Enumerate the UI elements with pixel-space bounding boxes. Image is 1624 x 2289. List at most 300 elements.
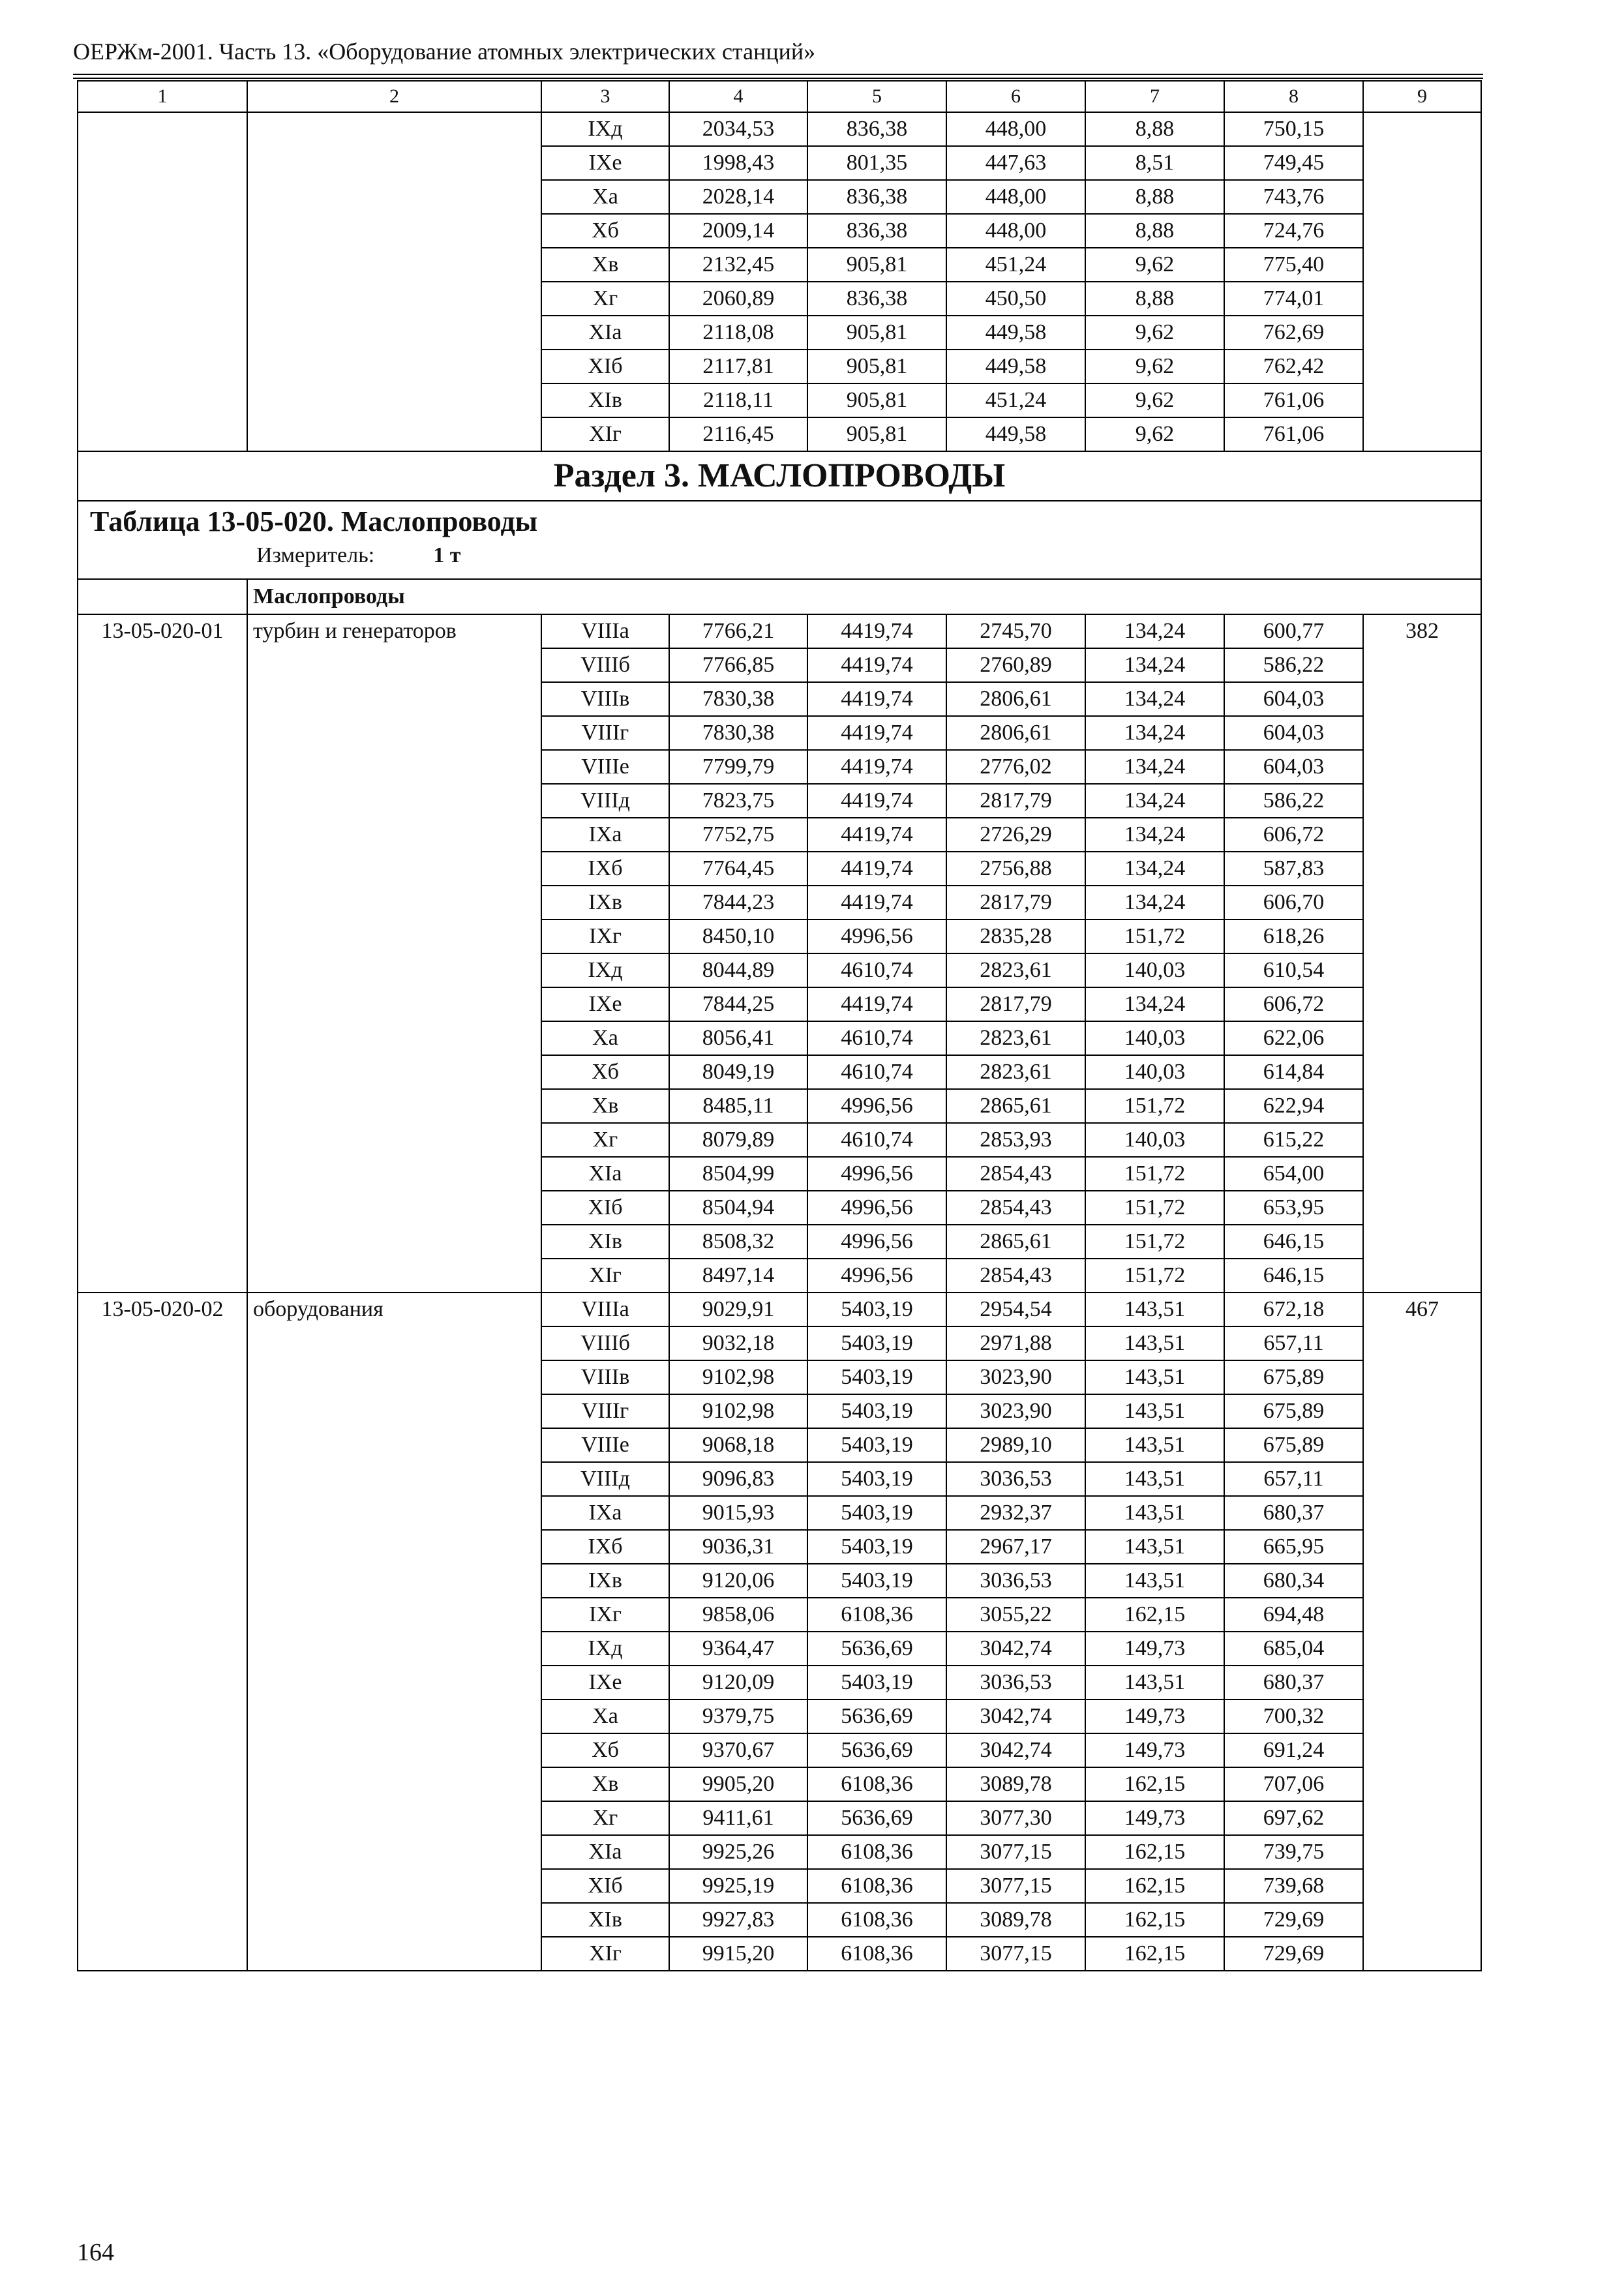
materials-cost-cell: 604,03 [1224, 750, 1363, 784]
region-cell: VIIIд [541, 1462, 669, 1496]
total-cost-cell: 2060,89 [669, 282, 807, 316]
machinist-wage-cell: 151,72 [1085, 1259, 1224, 1293]
total-cost-cell: 7764,45 [669, 852, 807, 886]
materials-cost-cell: 606,72 [1224, 987, 1363, 1021]
machinist-wage-cell: 140,03 [1085, 953, 1224, 987]
region-cell: VIIIв [541, 682, 669, 716]
materials-cost-cell: 762,69 [1224, 316, 1363, 350]
labor-cost-cell: 905,81 [807, 350, 946, 383]
region-cell: IXг [541, 920, 669, 953]
materials-cost-cell: 600,77 [1224, 614, 1363, 648]
region-cell: VIIIб [541, 648, 669, 682]
region-cell: Xг [541, 1801, 669, 1835]
machinist-wage-cell: 140,03 [1085, 1021, 1224, 1055]
machine-cost-cell: 451,24 [946, 248, 1085, 282]
materials-cost-cell: 749,45 [1224, 146, 1363, 180]
total-cost-cell: 9032,18 [669, 1326, 807, 1360]
materials-cost-cell: 694,48 [1224, 1598, 1363, 1632]
materials-cost-cell: 672,18 [1224, 1293, 1363, 1326]
region-cell: VIIIa [541, 614, 669, 648]
region-cell: Xб [541, 1055, 669, 1089]
region-cell: IXв [541, 886, 669, 920]
materials-cost-cell: 622,94 [1224, 1089, 1363, 1123]
machinist-wage-cell: 162,15 [1085, 1835, 1224, 1869]
region-cell: IXe [541, 1666, 669, 1699]
machinist-wage-cell: 9,62 [1085, 350, 1224, 383]
machinist-wage-cell: 134,24 [1085, 750, 1224, 784]
labor-cost-cell: 5636,69 [807, 1733, 946, 1767]
column-number: 8 [1224, 81, 1363, 112]
machinist-wage-cell: 151,72 [1085, 1225, 1224, 1259]
total-cost-cell: 9102,98 [669, 1360, 807, 1394]
labor-cost-cell: 5403,19 [807, 1462, 946, 1496]
machine-cost-cell: 2854,43 [946, 1191, 1085, 1225]
region-cell: VIIIe [541, 750, 669, 784]
total-cost-cell: 7823,75 [669, 784, 807, 818]
region-cell: IXг [541, 1598, 669, 1632]
machine-cost-cell: 450,50 [946, 282, 1085, 316]
labor-cost-cell: 4419,74 [807, 750, 946, 784]
region-cell: Xг [541, 1123, 669, 1157]
machine-cost-cell: 2776,02 [946, 750, 1085, 784]
machine-cost-cell: 448,00 [946, 112, 1085, 146]
region-cell: VIIIe [541, 1428, 669, 1462]
total-cost-cell: 1998,43 [669, 146, 807, 180]
total-cost-cell: 9925,19 [669, 1869, 807, 1903]
column-number: 7 [1085, 81, 1224, 112]
total-cost-cell: 2132,45 [669, 248, 807, 282]
total-cost-cell: 8508,32 [669, 1225, 807, 1259]
machine-cost-cell: 3042,74 [946, 1699, 1085, 1733]
machine-cost-cell: 2835,28 [946, 920, 1085, 953]
labor-cost-cell: 6108,36 [807, 1767, 946, 1801]
labor-cost-cell: 5636,69 [807, 1632, 946, 1666]
labor-cost-cell: 4610,74 [807, 953, 946, 987]
region-cell: Xг [541, 282, 669, 316]
machine-cost-cell: 3077,15 [946, 1835, 1085, 1869]
materials-cost-cell: 606,70 [1224, 886, 1363, 920]
machine-cost-cell: 2932,37 [946, 1496, 1085, 1530]
total-cost-cell: 9925,26 [669, 1835, 807, 1869]
labor-cost-cell: 5403,19 [807, 1394, 946, 1428]
machine-cost-cell: 2853,93 [946, 1123, 1085, 1157]
machinist-wage-cell: 143,51 [1085, 1530, 1224, 1564]
materials-cost-cell: 724,76 [1224, 214, 1363, 248]
region-cell: IXд [541, 112, 669, 146]
materials-cost-cell: 707,06 [1224, 1767, 1363, 1801]
total-cost-cell: 8049,19 [669, 1055, 807, 1089]
labor-cost-cell: 5403,19 [807, 1428, 946, 1462]
materials-cost-cell: 729,69 [1224, 1937, 1363, 1971]
labor-cost-cell: 4610,74 [807, 1055, 946, 1089]
machinist-wage-cell: 8,51 [1085, 146, 1224, 180]
document-header: ОЕРЖм-2001. Часть 13. «Оборудование атомных электрических станций» [73, 38, 816, 65]
total-cost-cell: 9927,83 [669, 1903, 807, 1937]
labor-cost-cell: 5403,19 [807, 1360, 946, 1394]
region-cell: XIa [541, 316, 669, 350]
region-cell: Xв [541, 248, 669, 282]
item-name: оборудования [247, 1293, 541, 1971]
total-cost-cell: 2118,08 [669, 316, 807, 350]
group-title: Маслопроводы [247, 579, 1481, 614]
labor-cost-cell: 5403,19 [807, 1564, 946, 1598]
machinist-wage-cell: 8,88 [1085, 282, 1224, 316]
region-cell: Xб [541, 1733, 669, 1767]
labor-cost-cell: 4996,56 [807, 920, 946, 953]
total-cost-cell: 2034,53 [669, 112, 807, 146]
rates-table [77, 80, 1482, 1971]
total-cost-cell: 7766,85 [669, 648, 807, 682]
materials-cost-cell: 680,37 [1224, 1496, 1363, 1530]
materials-cost-cell: 657,11 [1224, 1462, 1363, 1496]
region-cell: Xб [541, 214, 669, 248]
machinist-wage-cell: 149,73 [1085, 1632, 1224, 1666]
labor-cost-cell: 4419,74 [807, 886, 946, 920]
code-cell [78, 112, 247, 451]
labor-cost-cell: 4610,74 [807, 1123, 946, 1157]
total-cost-cell: 7844,25 [669, 987, 807, 1021]
total-cost-cell: 7844,23 [669, 886, 807, 920]
machinist-wage-cell: 149,73 [1085, 1801, 1224, 1835]
unit-label: Измеритель: [256, 543, 375, 567]
machinist-wage-cell: 9,62 [1085, 383, 1224, 417]
machinist-wage-cell: 134,24 [1085, 987, 1224, 1021]
labor-cost-cell: 5403,19 [807, 1326, 946, 1360]
labor-cost-cell: 5636,69 [807, 1699, 946, 1733]
materials-cost-cell: 729,69 [1224, 1903, 1363, 1937]
machinist-wage-cell: 9,62 [1085, 316, 1224, 350]
total-cost-cell: 9029,91 [669, 1293, 807, 1326]
total-cost-cell: 2116,45 [669, 417, 807, 451]
region-cell: IXa [541, 818, 669, 852]
labor-cost-cell: 6108,36 [807, 1903, 946, 1937]
column-number: 9 [1363, 81, 1481, 112]
machinist-wage-cell: 143,51 [1085, 1326, 1224, 1360]
item-count: 382 [1363, 614, 1481, 1293]
machinist-wage-cell: 143,51 [1085, 1428, 1224, 1462]
total-cost-cell: 8450,10 [669, 920, 807, 953]
materials-cost-cell: 653,95 [1224, 1191, 1363, 1225]
region-cell: Xa [541, 1021, 669, 1055]
table-body [78, 81, 1481, 1971]
machine-cost-cell: 3089,78 [946, 1767, 1085, 1801]
labor-cost-cell: 905,81 [807, 316, 946, 350]
materials-cost-cell: 615,22 [1224, 1123, 1363, 1157]
region-cell: VIIIг [541, 716, 669, 750]
labor-cost-cell: 4419,74 [807, 716, 946, 750]
machine-cost-cell: 2971,88 [946, 1326, 1085, 1360]
machine-cost-cell: 2865,61 [946, 1089, 1085, 1123]
column-number: 2 [247, 81, 541, 112]
total-cost-cell: 8079,89 [669, 1123, 807, 1157]
materials-cost-cell: 586,22 [1224, 784, 1363, 818]
total-cost-cell: 9015,93 [669, 1496, 807, 1530]
labor-cost-cell: 4996,56 [807, 1089, 946, 1123]
region-cell: XIг [541, 417, 669, 451]
region-cell: Xв [541, 1089, 669, 1123]
machinist-wage-cell: 143,51 [1085, 1666, 1224, 1699]
total-cost-cell: 9364,47 [669, 1632, 807, 1666]
machine-cost-cell: 3023,90 [946, 1394, 1085, 1428]
machine-cost-cell: 2967,17 [946, 1530, 1085, 1564]
column-number: 6 [946, 81, 1085, 112]
materials-cost-cell: 665,95 [1224, 1530, 1363, 1564]
labor-cost-cell: 4610,74 [807, 1021, 946, 1055]
machinist-wage-cell: 134,24 [1085, 852, 1224, 886]
machinist-wage-cell: 143,51 [1085, 1394, 1224, 1428]
total-cost-cell: 8504,94 [669, 1191, 807, 1225]
machine-cost-cell: 2817,79 [946, 886, 1085, 920]
machine-cost-cell: 2823,61 [946, 953, 1085, 987]
materials-cost-cell: 614,84 [1224, 1055, 1363, 1089]
table-title-cell [78, 501, 1481, 579]
page-number: 164 [77, 2239, 114, 2266]
machine-cost-cell: 3077,15 [946, 1937, 1085, 1971]
materials-cost-cell: 587,83 [1224, 852, 1363, 886]
materials-cost-cell: 762,42 [1224, 350, 1363, 383]
materials-cost-cell: 750,15 [1224, 112, 1363, 146]
materials-cost-cell: 761,06 [1224, 417, 1363, 451]
region-cell: IXд [541, 1632, 669, 1666]
labor-cost-cell: 836,38 [807, 180, 946, 214]
machine-cost-cell: 3036,53 [946, 1462, 1085, 1496]
column-number: 3 [541, 81, 669, 112]
machinist-wage-cell: 151,72 [1085, 1089, 1224, 1123]
labor-cost-cell: 6108,36 [807, 1937, 946, 1971]
machinist-wage-cell: 143,51 [1085, 1496, 1224, 1530]
machine-cost-cell: 3055,22 [946, 1598, 1085, 1632]
total-cost-cell: 9411,61 [669, 1801, 807, 1835]
materials-cost-cell: 691,24 [1224, 1733, 1363, 1767]
materials-cost-cell: 646,15 [1224, 1225, 1363, 1259]
total-cost-cell: 7830,38 [669, 716, 807, 750]
machine-cost-cell: 2823,61 [946, 1055, 1085, 1089]
total-cost-cell: 7830,38 [669, 682, 807, 716]
count-cell [1363, 112, 1481, 451]
materials-cost-cell: 610,54 [1224, 953, 1363, 987]
region-cell: IXд [541, 953, 669, 987]
materials-cost-cell: 675,89 [1224, 1360, 1363, 1394]
region-cell: XIв [541, 383, 669, 417]
machine-cost-cell: 448,00 [946, 180, 1085, 214]
materials-cost-cell: 774,01 [1224, 282, 1363, 316]
labor-cost-cell: 905,81 [807, 248, 946, 282]
section-row [78, 451, 1481, 501]
region-cell: IXб [541, 852, 669, 886]
header-rule-double [73, 78, 1483, 79]
group-row [78, 579, 1481, 614]
region-cell: XIг [541, 1259, 669, 1293]
machine-cost-cell: 2865,61 [946, 1225, 1085, 1259]
labor-cost-cell: 801,35 [807, 146, 946, 180]
machinist-wage-cell: 162,15 [1085, 1937, 1224, 1971]
section-title: Раздел 3. МАСЛОПРОВОДЫ [78, 451, 1481, 501]
materials-cost-cell: 646,15 [1224, 1259, 1363, 1293]
region-cell: Xв [541, 1767, 669, 1801]
unit-value: 1 т [433, 543, 461, 567]
machine-cost-cell: 2806,61 [946, 682, 1085, 716]
machine-cost-cell: 449,58 [946, 417, 1085, 451]
machine-cost-cell: 2817,79 [946, 987, 1085, 1021]
materials-cost-cell: 739,68 [1224, 1869, 1363, 1903]
machinist-wage-cell: 162,15 [1085, 1869, 1224, 1903]
region-cell: XIa [541, 1157, 669, 1191]
total-cost-cell: 7766,21 [669, 614, 807, 648]
column-number: 5 [807, 81, 946, 112]
materials-cost-cell: 586,22 [1224, 648, 1363, 682]
group-code-cell [78, 579, 247, 614]
materials-cost-cell: 775,40 [1224, 248, 1363, 282]
machinist-wage-cell: 8,88 [1085, 214, 1224, 248]
labor-cost-cell: 6108,36 [807, 1835, 946, 1869]
machinist-wage-cell: 134,24 [1085, 648, 1224, 682]
machine-cost-cell: 448,00 [946, 214, 1085, 248]
total-cost-cell: 9858,06 [669, 1598, 807, 1632]
machinist-wage-cell: 134,24 [1085, 784, 1224, 818]
item-name: турбин и генераторов [247, 614, 541, 1293]
total-cost-cell: 9379,75 [669, 1699, 807, 1733]
materials-cost-cell: 604,03 [1224, 682, 1363, 716]
total-cost-cell: 8056,41 [669, 1021, 807, 1055]
materials-cost-cell: 622,06 [1224, 1021, 1363, 1055]
machinist-wage-cell: 140,03 [1085, 1123, 1224, 1157]
region-cell: IXв [541, 1564, 669, 1598]
machine-cost-cell: 2726,29 [946, 818, 1085, 852]
total-cost-cell: 9905,20 [669, 1767, 807, 1801]
materials-cost-cell: 761,06 [1224, 383, 1363, 417]
column-number: 4 [669, 81, 807, 112]
materials-cost-cell: 654,00 [1224, 1157, 1363, 1191]
total-cost-cell: 8504,99 [669, 1157, 807, 1191]
item-code: 13-05-020-01 [78, 614, 247, 1293]
machinist-wage-cell: 151,72 [1085, 1157, 1224, 1191]
column-number-row [78, 81, 1481, 112]
machinist-wage-cell: 151,72 [1085, 1191, 1224, 1225]
total-cost-cell: 9036,31 [669, 1530, 807, 1564]
machine-cost-cell: 3023,90 [946, 1360, 1085, 1394]
labor-cost-cell: 6108,36 [807, 1598, 946, 1632]
labor-cost-cell: 6108,36 [807, 1869, 946, 1903]
total-cost-cell: 2009,14 [669, 214, 807, 248]
column-number: 1 [78, 81, 247, 112]
machinist-wage-cell: 162,15 [1085, 1903, 1224, 1937]
region-cell: IXб [541, 1530, 669, 1564]
machinist-wage-cell: 134,24 [1085, 682, 1224, 716]
machine-cost-cell: 451,24 [946, 383, 1085, 417]
table-title-row [78, 501, 1481, 579]
region-cell: VIIIб [541, 1326, 669, 1360]
unit-row [83, 539, 1475, 578]
region-cell: Xa [541, 1699, 669, 1733]
machine-cost-cell: 3089,78 [946, 1903, 1085, 1937]
total-cost-cell: 8485,11 [669, 1089, 807, 1123]
machine-cost-cell: 2756,88 [946, 852, 1085, 886]
materials-cost-cell: 657,11 [1224, 1326, 1363, 1360]
machine-cost-cell: 449,58 [946, 350, 1085, 383]
labor-cost-cell: 4419,74 [807, 987, 946, 1021]
machinist-wage-cell: 9,62 [1085, 417, 1224, 451]
region-cell: XIв [541, 1225, 669, 1259]
labor-cost-cell: 5403,19 [807, 1530, 946, 1564]
name-cell [247, 112, 541, 451]
total-cost-cell: 9096,83 [669, 1462, 807, 1496]
machine-cost-cell: 2854,43 [946, 1259, 1085, 1293]
materials-cost-cell: 606,72 [1224, 818, 1363, 852]
total-cost-cell: 9370,67 [669, 1733, 807, 1767]
table-row [78, 1293, 1481, 1326]
machinist-wage-cell: 143,51 [1085, 1564, 1224, 1598]
labor-cost-cell: 4996,56 [807, 1259, 946, 1293]
table-title: Таблица 13-05-020. Маслопроводы [90, 505, 538, 537]
materials-cost-cell: 604,03 [1224, 716, 1363, 750]
machinist-wage-cell: 143,51 [1085, 1293, 1224, 1326]
machine-cost-cell: 3077,15 [946, 1869, 1085, 1903]
machine-cost-cell: 447,63 [946, 146, 1085, 180]
region-cell: VIIIг [541, 1394, 669, 1428]
labor-cost-cell: 5636,69 [807, 1801, 946, 1835]
machinist-wage-cell: 134,24 [1085, 886, 1224, 920]
labor-cost-cell: 836,38 [807, 282, 946, 316]
total-cost-cell: 9120,06 [669, 1564, 807, 1598]
materials-cost-cell: 739,75 [1224, 1835, 1363, 1869]
region-cell: XIa [541, 1835, 669, 1869]
materials-cost-cell: 680,34 [1224, 1564, 1363, 1598]
region-cell: Xa [541, 180, 669, 214]
total-cost-cell: 7752,75 [669, 818, 807, 852]
total-cost-cell: 9120,09 [669, 1666, 807, 1699]
labor-cost-cell: 4419,74 [807, 818, 946, 852]
total-cost-cell: 9068,18 [669, 1428, 807, 1462]
materials-cost-cell: 697,62 [1224, 1801, 1363, 1835]
machinist-wage-cell: 143,51 [1085, 1462, 1224, 1496]
materials-cost-cell: 618,26 [1224, 920, 1363, 953]
labor-cost-cell: 905,81 [807, 417, 946, 451]
machine-cost-cell: 2823,61 [946, 1021, 1085, 1055]
machine-cost-cell: 449,58 [946, 316, 1085, 350]
machinist-wage-cell: 9,62 [1085, 248, 1224, 282]
materials-cost-cell: 675,89 [1224, 1394, 1363, 1428]
machinist-wage-cell: 140,03 [1085, 1055, 1224, 1089]
region-cell: XIб [541, 1869, 669, 1903]
materials-cost-cell: 680,37 [1224, 1666, 1363, 1699]
machinist-wage-cell: 149,73 [1085, 1699, 1224, 1733]
labor-cost-cell: 905,81 [807, 383, 946, 417]
labor-cost-cell: 4419,74 [807, 784, 946, 818]
labor-cost-cell: 4419,74 [807, 648, 946, 682]
machinist-wage-cell: 8,88 [1085, 112, 1224, 146]
labor-cost-cell: 4419,74 [807, 682, 946, 716]
region-cell: XIг [541, 1937, 669, 1971]
machine-cost-cell: 2806,61 [946, 716, 1085, 750]
labor-cost-cell: 4419,74 [807, 614, 946, 648]
region-cell: XIв [541, 1903, 669, 1937]
table-row [78, 112, 1481, 146]
machinist-wage-cell: 134,24 [1085, 818, 1224, 852]
labor-cost-cell: 5403,19 [807, 1496, 946, 1530]
machine-cost-cell: 2989,10 [946, 1428, 1085, 1462]
machine-cost-cell: 2854,43 [946, 1157, 1085, 1191]
materials-cost-cell: 675,89 [1224, 1428, 1363, 1462]
machine-cost-cell: 3036,53 [946, 1666, 1085, 1699]
total-cost-cell: 2028,14 [669, 180, 807, 214]
machinist-wage-cell: 134,24 [1085, 614, 1224, 648]
labor-cost-cell: 4996,56 [807, 1225, 946, 1259]
machinist-wage-cell: 151,72 [1085, 920, 1224, 953]
materials-cost-cell: 685,04 [1224, 1632, 1363, 1666]
machinist-wage-cell: 162,15 [1085, 1767, 1224, 1801]
region-cell: VIIIa [541, 1293, 669, 1326]
region-cell: IXa [541, 1496, 669, 1530]
